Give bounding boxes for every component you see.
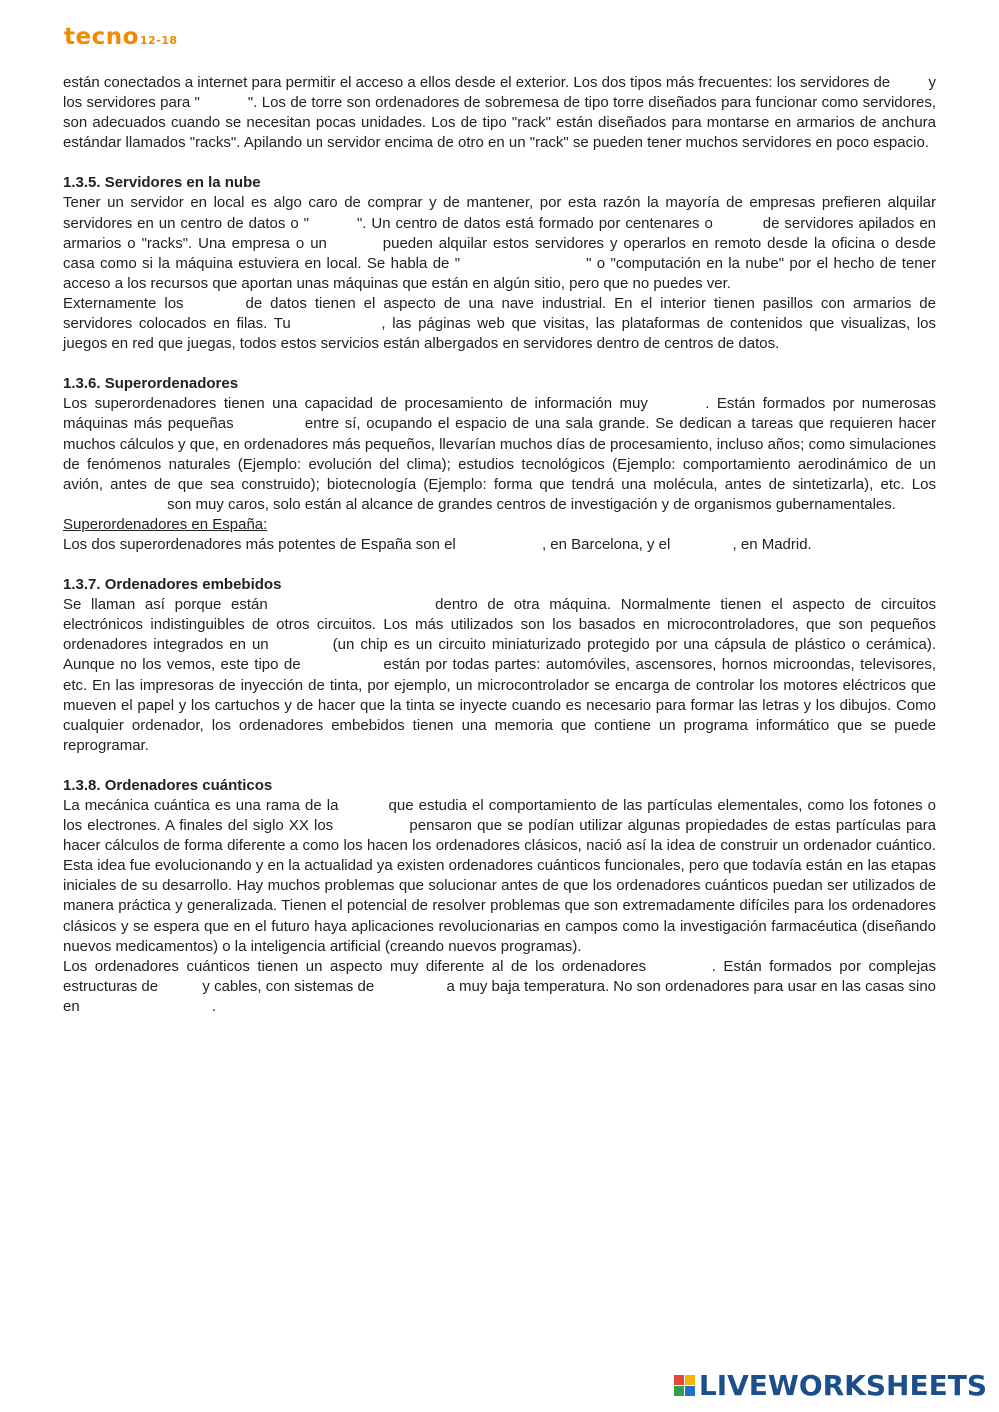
tecno-logo (64, 24, 178, 50)
text-run: de servidores apilados en armarios o "racks". Una empresa o un (63, 214, 937, 252)
liveworksheets-logo (674, 1369, 987, 1402)
answer-blank[interactable] (378, 979, 442, 993)
text-run: . (211, 997, 217, 1015)
answer-blank[interactable] (655, 396, 705, 410)
answer-blank[interactable] (192, 296, 238, 310)
answer-blank[interactable] (309, 216, 357, 230)
text-run: Los superordenadores tienen una capacidad de procesamiento de información muy (63, 395, 656, 413)
text-run: . Están formados por numerosas máquinas más pequeñas (63, 395, 936, 433)
text-run: , en Barcelona, y el (541, 535, 675, 553)
paragraph (63, 193, 936, 293)
answer-blank[interactable] (460, 537, 542, 551)
paragraph (63, 957, 936, 1017)
text-run: Tener un servidor en local es algo caro de comprar y de mantener, por esta razón la mayoría de empresas prefieren alquilar servidores en un centro de datos o " (63, 194, 936, 232)
section-heading-1-3-8: 1.3.8. Ordenadores cuánticos (63, 776, 273, 794)
answer-blank[interactable] (275, 637, 327, 651)
paragraph (63, 294, 936, 354)
answer-blank[interactable] (84, 999, 212, 1013)
answer-blank[interactable] (894, 75, 924, 89)
text-run: a muy baja temperatura. No son ordenadores para usar en las casas sino en (63, 977, 937, 1015)
answer-blank[interactable] (306, 657, 378, 671)
section-heading-1-3-7: 1.3.7. Ordenadores embebidos (63, 576, 282, 594)
text-run: ". Los de torre son ordenadores de sobremesa de tipo torre diseñados para funcionar como servidores, son adecuados cuando se necesitan pocas unidades. Los de tipo "rack" están diseñados para montarse en armarios de anchura estándar llamados "racks". Apilando un servidor encima de otro en un "rack" se pueden tener muchos servidores en poco espacio. (63, 94, 936, 152)
text-run: La mecánica cuántica es una rama de la (63, 797, 344, 814)
answer-blank[interactable] (460, 256, 586, 270)
text-run: , las páginas web que visitas, las plataformas de contenidos que visualizas, los juegos en red que juegas, todos estos servicios están albergados en servidores dentro de centros de datos. (63, 315, 936, 353)
liveworksheets-mark-icon (674, 1375, 695, 1396)
text-run: están por todas partes: automóviles, ascensores, hornos microondas, televisores, etc. En las impresoras de inyección de tinta, por ejemplo, un microcontrolador se encarga de controlar los motores eléctricos que mueven el papel y los cartuchos y de hacer que la tinta se inyecte cuando es necesario para formar las letras y los dibujos. Como cualquier ordenador, los ordenadores embebidos tienen una memoria que contiene un programa informático que se puede reprogramar. (63, 656, 936, 754)
text-run: dentro de otra máquina. Normalmente tienen el aspecto de circuitos electrónicos indistinguibles de otros circuitos. Los más utilizados son los basados en microcontroladores, que son pequeños ordenadores integrados en un (63, 596, 936, 654)
subheading-spain: Superordenadores en España: (63, 515, 268, 533)
logo-main: tecno (64, 24, 139, 50)
answer-blank[interactable] (338, 818, 404, 832)
paragraph (63, 796, 936, 957)
answer-blank[interactable] (654, 959, 712, 973)
answer-blank[interactable] (675, 537, 733, 551)
answer-blank[interactable] (333, 236, 377, 250)
answer-blank[interactable] (718, 216, 758, 230)
logo-sub: 12-18 (139, 34, 178, 47)
text-run: . Están formados por complejas estructuras de (63, 957, 936, 995)
text-run: " o "computación en la nube" por el hecho de tener acceso a los recursos que aportan unas máquinas que están en algún sitio, pero que no puedes ver. (63, 254, 936, 292)
answer-blank[interactable] (162, 979, 198, 993)
paragraph (63, 595, 936, 756)
text-run: ". Un centro de datos está formado por centenares o (356, 214, 718, 232)
text-run: son muy caros, solo están al alcance de grandes centros de investigación y de organismos gubernamentales. (163, 495, 896, 513)
text-run: Los ordenadores cuánticos tienen un aspecto muy diferente al de los ordenadores (63, 957, 654, 975)
text-run: pueden alquilar estos servidores y operarlos en remoto desde la oficina o desde casa como si la máquina estuviera en local. Se habla de " (63, 234, 937, 272)
text-run: , en Madrid. (732, 535, 812, 553)
answer-blank[interactable] (63, 497, 163, 511)
paragraph (63, 535, 936, 555)
text-run: pensaron que se podían utilizar algunas propiedades de estas partículas para hacer cálculos de forma diferente a como los hacen los ordenadores clásicos, nació así la idea de construir un ordenador cuántico. Esta idea fue evolucionando y en la actualidad ya existen ordenadores cuánticos funcionales, pero que todavía están en las etapas iniciales de su desarrollo. Hay muchos problemas que solucionar antes de que los ordenadores cuánticos puedan ser utilizados de manera práctica y generalizada. Tienen el potencial de resolver problemas que son extremadamente difíciles para los ordenadores clásicos y se espera que en el futuro haya aplicaciones revolucionarias en campos como la investigación farmacéutica (diseñando nuevos medicamentos) o la inteligencia artificial (creando nuevos programas). (63, 817, 936, 955)
answer-blank[interactable] (344, 798, 384, 812)
paragraph (63, 394, 936, 515)
text-run: y cables, con sistemas de (198, 977, 379, 995)
text-run: (un chip es un circuito miniaturizado protegido por una cápsula de plástico o cerámica). Aunque no los vemos, este tipo de (63, 636, 936, 674)
intro-paragraph (63, 73, 936, 153)
answer-blank[interactable] (297, 316, 381, 330)
section-heading-1-3-6: 1.3.6. Superordenadores (63, 375, 239, 393)
answer-blank[interactable] (200, 95, 248, 109)
text-run: Los dos superordenadores más potentes de España son el (63, 535, 460, 553)
text-run: entre sí, ocupando el espacio de una sala grande. Se dedican a tareas que requieren hacer muchos cálculos y que, en ordenadores más pequeños, llevarían muchos días de procesamiento, incluso años; como simulaciones de fenómenos naturales (Ejemplo: evolución del clima); estudios tecnológicos (Ejemplo: comportamiento aerodinámico de un avión, antes de que sea construido); biotecnología (Ejemplo: forma que tendrá una molécula, antes de sintetizarla), etc. Los (63, 415, 936, 493)
text-run: de datos tienen el aspecto de una nave industrial. En el interior tienen pasillos con armarios de servidores colocados en filas. Tu (63, 294, 936, 333)
section-heading-1-3-5: 1.3.5. Servidores en la nube (63, 174, 261, 192)
answer-blank[interactable] (239, 416, 299, 430)
answer-blank[interactable] (277, 597, 425, 611)
worksheet-content (63, 73, 936, 1017)
text-run: y los servidores para " (63, 74, 936, 112)
text-run: que estudia el comportamiento de las partículas elementales, como los fotones o los electrones. A finales del siglo XX los (63, 797, 936, 835)
text-run: Se llaman así porque están (63, 596, 278, 614)
brand-name: LIVEWORKSHEETS (698, 1369, 987, 1402)
text-run: están conectados a internet para permitir el acceso a ellos desde el exterior. Los dos tipos más frecuentes: los servidores de (63, 74, 895, 91)
text-run: Externamente los (63, 294, 192, 312)
